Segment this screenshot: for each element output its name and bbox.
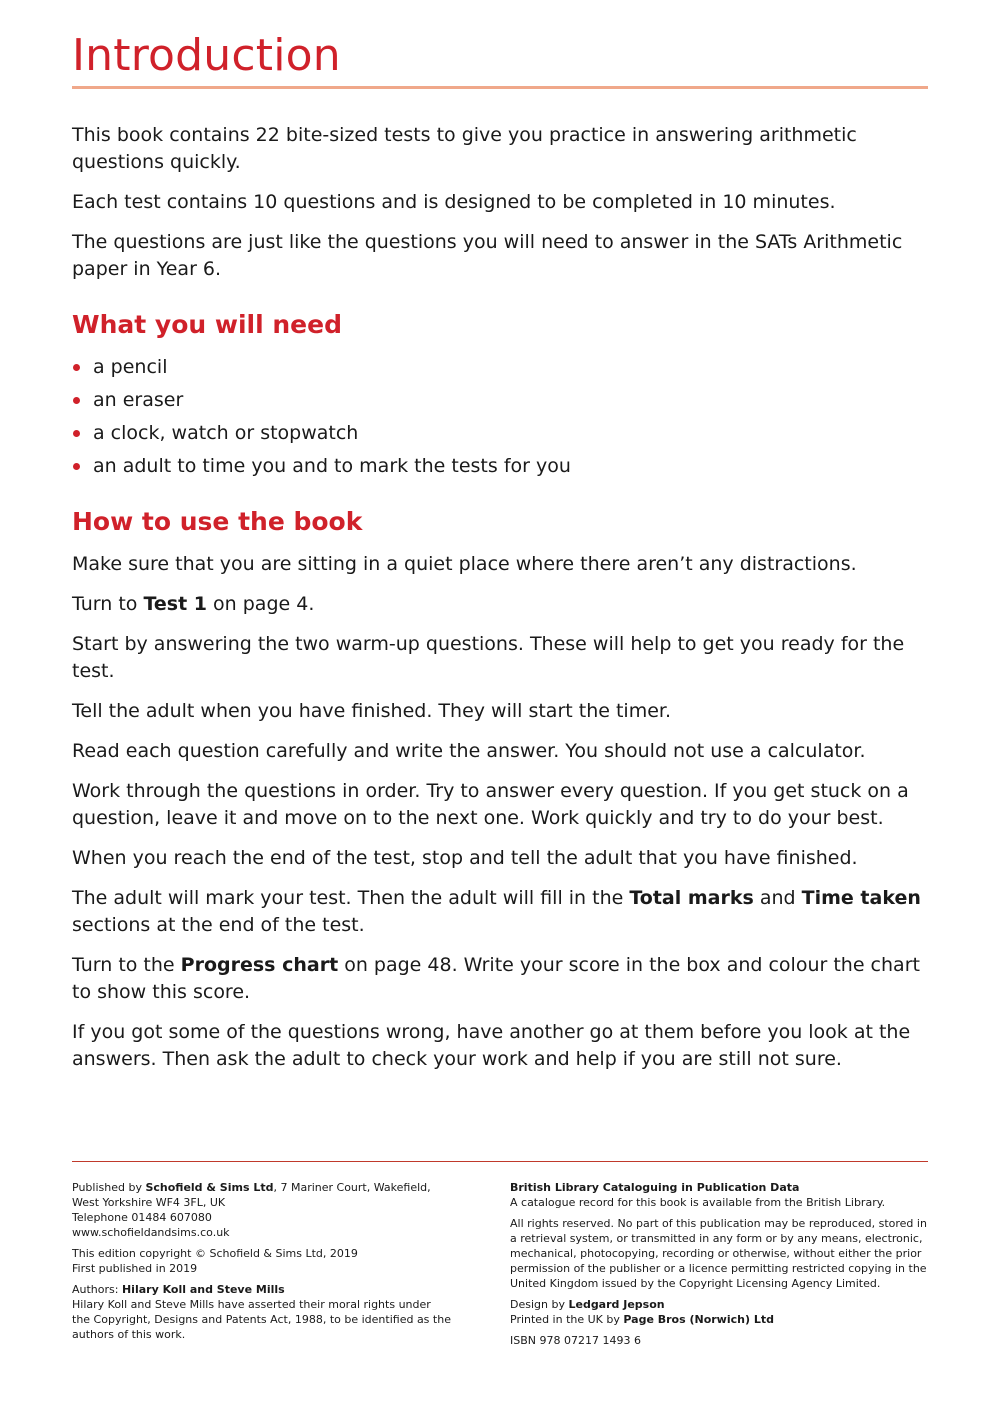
isbn: ISBN 978 07217 1493 6 xyxy=(510,1334,641,1347)
footer-left-column xyxy=(72,1180,452,1348)
howto-paragraph-9 xyxy=(72,952,928,1006)
british-library-heading: British Library Cataloguing in Publication Data xyxy=(510,1181,800,1194)
text-run: , 7 Mariner Court, Wakefield, xyxy=(273,1181,431,1194)
bold-text: Time taken xyxy=(801,887,921,909)
list-item-text: an adult to time you and to mark the tests for you xyxy=(93,455,571,477)
main-content xyxy=(72,122,928,1086)
moral-rights: Hilary Koll and Steve Mills have asserted their moral rights under the Copyright, Designs and Patents Act, 1988, to be identified as the authors of this work. xyxy=(72,1298,451,1341)
howto-paragraph-8 xyxy=(72,885,928,939)
need-list xyxy=(72,354,928,480)
page-title: Introduction xyxy=(72,30,341,81)
howto-paragraph-4: Tell the adult when you have finished. They will start the timer. xyxy=(72,700,672,722)
text-run: and xyxy=(753,887,802,909)
address-line: West Yorkshire WF4 3FL, UK xyxy=(72,1196,226,1209)
intro-paragraph-3: The questions are just like the questions you will need to answer in the SATs Arithmetic paper in Year 6. xyxy=(72,231,903,280)
howto-paragraph-5: Read each question carefully and write the answer. You should not use a calculator. xyxy=(72,740,866,762)
footer-right-column xyxy=(510,1180,930,1354)
authors-block xyxy=(72,1282,452,1342)
rights-text: All rights reserved. No part of this publication may be reproduced, stored in a retrieval system, or transmitted in any form or by any means, electronic, mechanical, photocopying, recording or otherwise, without either the prior permission of the publisher or a licence permitting restricted copying in the United Kingdom issued by the Copyright Licensing Agency Limited. xyxy=(510,1217,927,1290)
list-item xyxy=(72,354,928,381)
printer-credit xyxy=(510,1312,930,1327)
title-divider xyxy=(72,86,928,89)
text-run: Printed in the UK by xyxy=(510,1313,624,1326)
text-run: Design by xyxy=(510,1298,569,1311)
isbn-block xyxy=(510,1333,930,1348)
authors-line xyxy=(72,1282,452,1297)
list-item xyxy=(72,420,928,447)
howto-paragraph-3: Start by answering the two warm-up questions. These will help to get you ready for the test. xyxy=(72,633,905,682)
intro-paragraph-2: Each test contains 10 questions and is designed to be completed in 10 minutes. xyxy=(72,191,836,213)
bold-text: Test 1 xyxy=(143,593,207,615)
howto-paragraph-2 xyxy=(72,591,928,618)
list-item-text: a pencil xyxy=(93,356,168,378)
list-item xyxy=(72,387,928,414)
text-run: The adult will mark your test. Then the adult will fill in the xyxy=(72,887,630,909)
intro-paragraph-1: This book contains 22 bite-sized tests to give you practice in answering arithmetic questions quickly. xyxy=(72,124,857,173)
footer-divider xyxy=(72,1161,928,1162)
rights-block xyxy=(510,1216,930,1291)
text-run: on page 4. xyxy=(207,593,315,615)
text-run: on page 48. Write your score in the box and colour the chart to show this score. xyxy=(72,954,920,1003)
howto-paragraph-10: If you got some of the questions wrong, have another go at them before you look at the answers. Then ask the adult to check your work and help if you are still not sure. xyxy=(72,1021,911,1070)
edition-copyright: This edition copyright © Schofield & Sims Ltd, 2019 xyxy=(72,1247,358,1260)
section-heading-how-to-use: How to use the book xyxy=(72,507,363,536)
publisher-block xyxy=(72,1180,452,1240)
text-run: Turn to xyxy=(72,593,144,615)
howto-paragraph-1: Make sure that you are sitting in a quiet place where there aren’t any distractions. xyxy=(72,553,857,575)
design-credit xyxy=(510,1297,930,1312)
publisher-line xyxy=(72,1180,452,1195)
bullet-icon xyxy=(73,463,80,470)
designer-name: Ledgard Jepson xyxy=(568,1298,665,1311)
first-published: First published in 2019 xyxy=(72,1262,198,1275)
list-item-text: a clock, watch or stopwatch xyxy=(93,422,359,444)
credits-block xyxy=(510,1297,930,1327)
bullet-icon xyxy=(73,430,80,437)
list-item xyxy=(72,453,928,480)
author-names: Hilary Koll and Steve Mills xyxy=(121,1283,285,1296)
bold-text: Progress chart xyxy=(180,954,339,976)
text-run: Turn to the xyxy=(72,954,181,976)
british-library-text: A catalogue record for this book is available from the British Library. xyxy=(510,1196,886,1209)
howto-paragraph-7: When you reach the end of the test, stop and tell the adult that you have finished. xyxy=(72,847,858,869)
text-run: Published by xyxy=(72,1181,146,1194)
edition-block xyxy=(72,1246,452,1276)
printer-name: Page Bros (Norwich) Ltd xyxy=(623,1313,774,1326)
list-item-text: an eraser xyxy=(93,389,184,411)
bullet-icon xyxy=(73,364,80,371)
text-run: Authors: xyxy=(72,1283,122,1296)
british-library-block xyxy=(510,1180,930,1210)
website-link: www.schofieldandsims.co.uk xyxy=(72,1226,230,1239)
text-run: sections at the end of the test. xyxy=(72,914,365,936)
telephone: Telephone 01484 607080 xyxy=(72,1211,212,1224)
howto-paragraph-6: Work through the questions in order. Try to answer every question. If you get stuck on a question, leave it and move on to the next one. Work quickly and try to do your best. xyxy=(72,780,909,829)
bold-text: Total marks xyxy=(629,887,754,909)
section-heading-what-you-will-need: What you will need xyxy=(72,310,342,339)
bullet-icon xyxy=(73,397,80,404)
publisher-name: Schofield & Sims Ltd xyxy=(145,1181,274,1194)
